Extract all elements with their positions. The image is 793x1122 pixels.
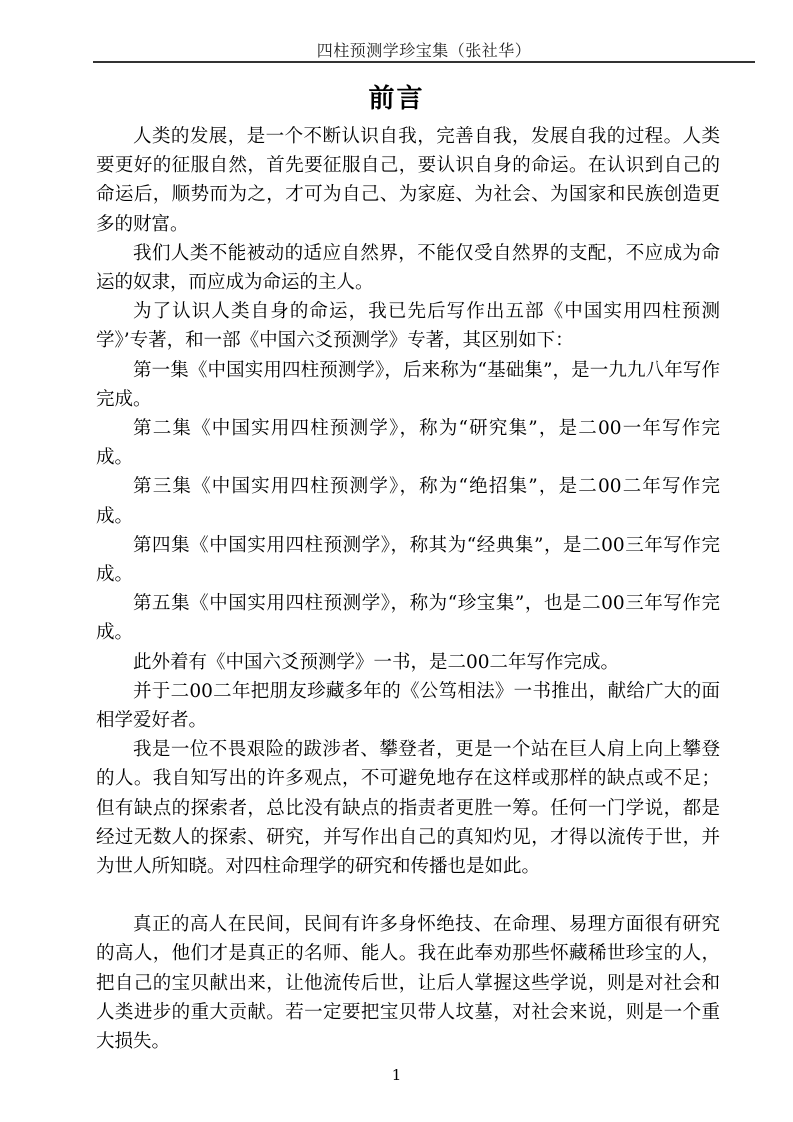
page-title: 前言 (368, 84, 425, 114)
paragraph: 第一集《中国实用四柱预测学》，后来称为“基础集”，是一九九八年写作完成。 (96, 359, 720, 410)
document-body (96, 122, 720, 1056)
paragraph: 人类的发展，是一个不断认识自我，完善自我，发展自我的过程。人类要更好的征服自然，首先要征服自己，要认识自身的命运。在认识到自己的命运后，顺势而为之，才可为自己、为家庭、为社会、为国家和民族创造更多的财富。 (96, 126, 720, 235)
page-number: 1 (391, 1066, 402, 1084)
paragraph: 并于二00二年把朋友珍藏多年的《公笃相法》一书推出，献给广大的面相学爱好者。 (96, 680, 720, 732)
paragraph: 第二集《中国实用四柱预测学》，称为“研究集”，是二00一年写作完成。 (96, 418, 720, 469)
paragraph: 第三集《中国实用四柱预测学》，称为“绝招集”，是二00二年写作完成。 (96, 476, 720, 527)
paragraph: 真正的高人在民间，民间有许多身怀绝技、在命理、易理方面很有研究的高人，他们才是真正的名师、能人。我在此奉劝那些怀藏稀世珍宝的人，把自己的宝贝献出来，让他流传后世，让后人掌握这些学说，则是对社会和人类进步的重大贡献。若一定要把宝贝带人坟墓，对社会来说，则是一个重大损失。 (96, 914, 720, 1053)
paragraph: 我是一位不畏艰险的跋涉者、攀登者，更是一个站在巨人肩上向上攀登的人。我自知写出的许多观点，不可避免地存在这样或那样的缺点或不足；但有缺点的探索者，总比没有缺点的指责者更胜一筹。任何一门学说，都是经过无数人的探索、研究，并写作出自己的真知灼见，才得以流传于世，并为世人所知晓。对四柱命理学的研究和传播也是如此。 (96, 739, 720, 878)
running-header: 四柱预测学珍宝集（张社华） (316, 41, 532, 60)
paragraph: 为了认识人类自身的命运，我已先后写作出五部《中国实用四柱预测学》’专著，和一部《中国六爻预测学》专著，其区别如下： (96, 301, 720, 352)
paragraph: 第四集《中国实用四柱预测学》，称其为“经典集”，是二00三年写作完成。 (96, 534, 720, 586)
paragraph: 此外着有《中国六爻预测学》一书，是二00二年写作完成。 (133, 651, 620, 673)
header-divider (93, 61, 755, 63)
paragraph: 我们人类不能被动的适应自然界，不能仅受自然界的支配，不应成为命运的奴隶，而应成为命运的主人。 (96, 242, 720, 294)
paragraph: 第五集《中国实用四柱预测学》，称为“珍宝集”，也是二00三年写作完成。 (96, 593, 720, 644)
